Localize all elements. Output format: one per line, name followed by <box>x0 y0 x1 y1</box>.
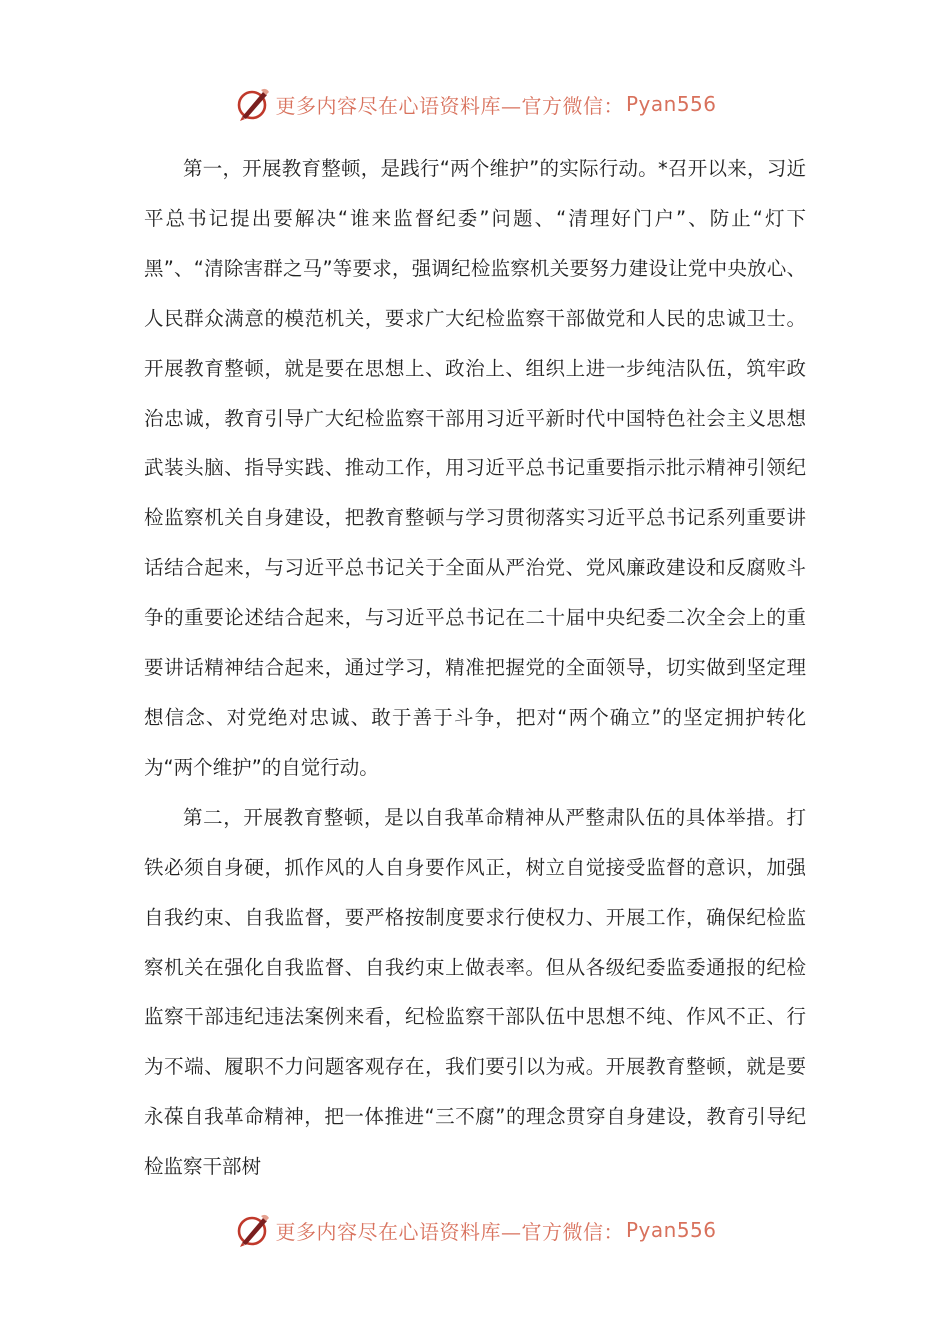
pen-logo-icon <box>233 1210 273 1250</box>
header-watermark <box>0 84 950 124</box>
document-body <box>144 144 806 1192</box>
paragraph-2: 第二，开展教育整顿，是以自我革命精神从严整肃队伍的具体举措。打铁必须自身硬，抓作风的人自身要作风正，树立自觉接受监督的意识，加强自我约束、自我监督，要严格按制度要求行使权力、开展工作，确保纪检监察机关在强化自我监督、自我约束上做表率。但从各级纪委监委通报的纪检监察干部违纪违法案例来看，纪检监察干部队伍中思想不纯、作风不正、行为不端、履职不力问题客观存在，我们要引以为戒。开展教育整顿，就是要永葆自我革命精神，把一体推进“三不腐”的理念贯穿自身建设，教育引导纪检监察干部树 <box>144 805 806 1179</box>
paragraph-1: 第一，开展教育整顿，是践行“两个维护”的实际行动。*召开以来，习近平总书记提出要解决“谁来监督纪委”问题、“清理好门户”、防止“灯下黑”、“清除害群之马”等要求，强调纪检监察机关要努力建设让党中央放心、人民群众满意的模范机关，要求广大纪检监察干部做党和人民的忠诚卫士。开展教育整顿，就是要在思想上、政治上、组织上进一步纯洁队伍，筑牢政治忠诚，教育引导广大纪检监察干部用习近平新时代中国特色社会主义思想武装头脑、指导实践、推动工作，用习近平总书记重要指示批示精神引领纪检监察机关自身建设，把教育整顿与学习贯彻落实习近平总书记系列重要讲话结合起来，与习近平总书记关于全面从严治党、党风廉政建设和反腐败斗争的重要论述结合起来，与习近平总书记在二十届中央纪委二次全会上的重要讲话精神结合起来，通过学习，精准把握党的全面领导，切实做到坚定理想信念、对党绝对忠诚、敢于善于斗争，把对“两个确立”的坚定拥护转化为“两个维护”的自觉行动。 <box>144 157 806 779</box>
wechat-id: Pyan556 <box>625 1218 717 1242</box>
pen-logo-icon <box>233 84 273 124</box>
wechat-id: Pyan556 <box>625 92 717 116</box>
footer-watermark <box>0 1210 950 1250</box>
watermark-text: 更多内容尽在心语资料库—官方微信： <box>275 1219 624 1244</box>
watermark-text: 更多内容尽在心语资料库—官方微信： <box>275 93 624 118</box>
